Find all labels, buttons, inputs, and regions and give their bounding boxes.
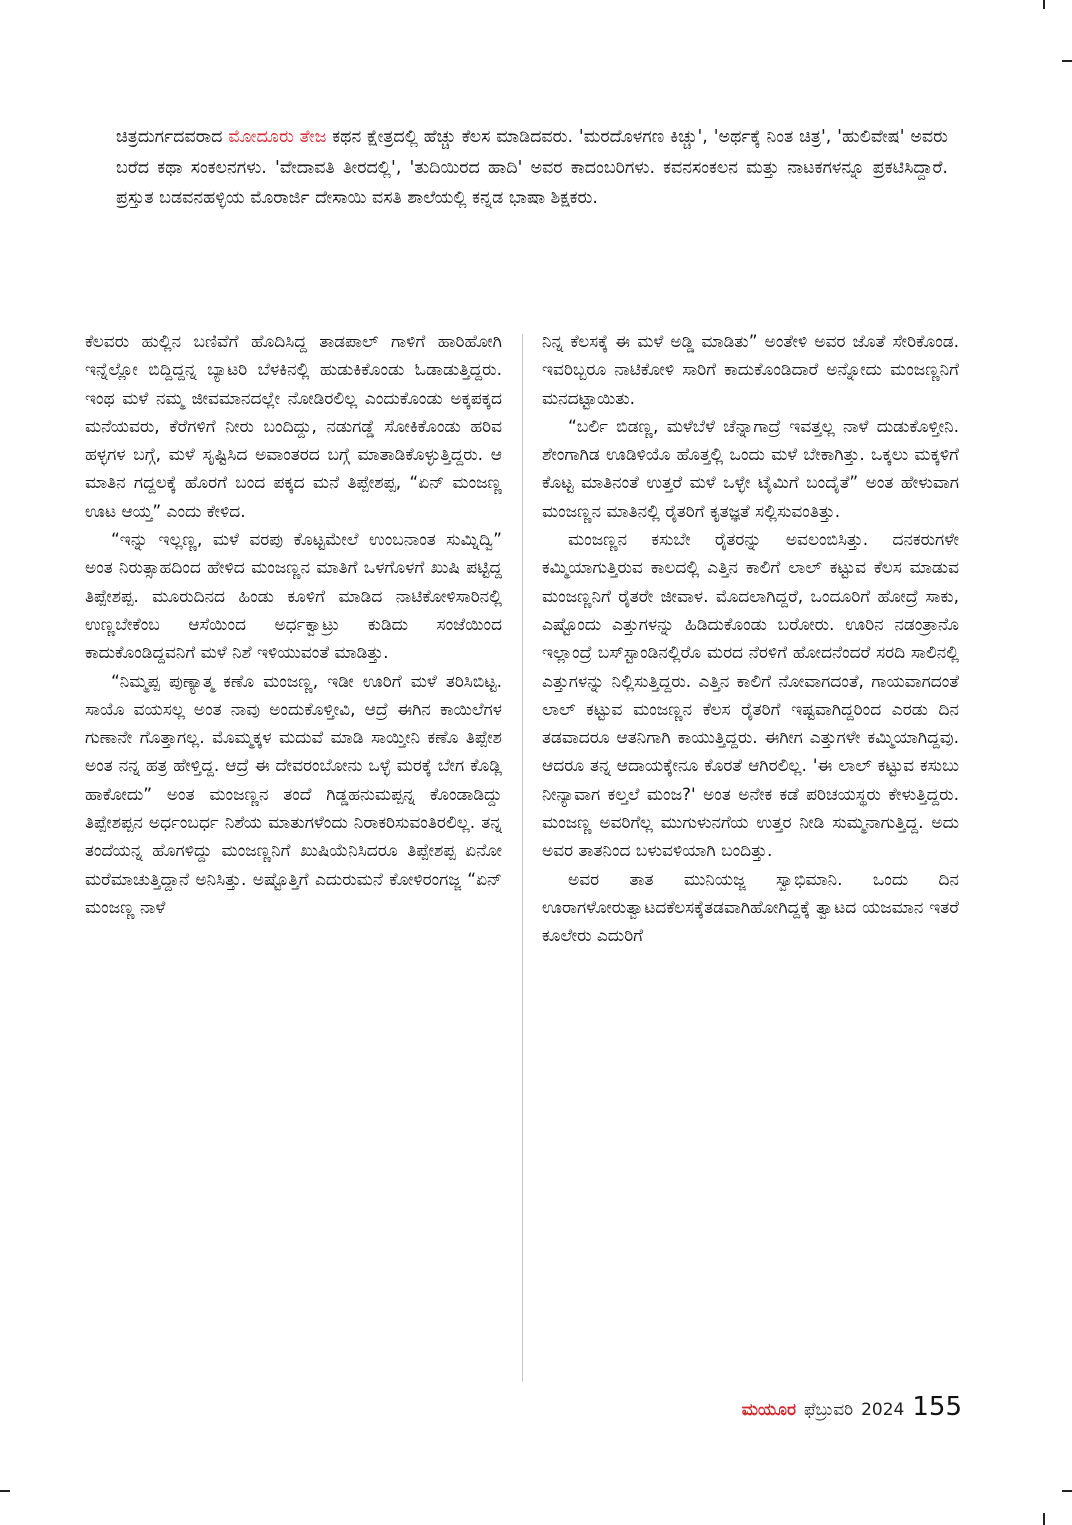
issue-month: ಫೆಬ್ರುವರಿ (803, 1400, 854, 1420)
story-column-left (85, 328, 502, 922)
paragraph: “ಇನ್ನು ಇಲ್ಲಣ್ಣ, ಮಳೆ ವರಪು ಕೊಟ್ಟಮೇಲೆ ಉಂಬನಾಂತ ಸುಮ್ನಿದ್ವಿ” ಅಂತ ನಿರುತ್ಸಾಹದಿಂದ ಹೇಳಿದ ಮಂಜಣ್ಣನ ಮಾತಿಗೆ ಒಳಗೊಳಗೆ ಖುಷಿ ಪಟ್ಟಿದ್ದ ತಿಪ್ಪೇಶಪ್ಪ. ಮೂರುದಿನದ ಹಿಂಡು ಕೂಳಿಗೆ ಮಾಡಿದ ನಾಟಿಕೋಳಿಸಾರಿನಲ್ಲಿ ಉಣ್ಣಬೇಕೆಂಬ ಆಸೆಯಿಂದ ಅರ್ಧಕ್ವಾಟ್ರು ಕುಡಿದು ಸಂಜೆಯಿಂದ ಕಾದುಕೊಂಡಿದ್ದವನಿಗೆ ಮಳೆ ನಿಶೆ ಇಳಿಯುವಂತೆ ಮಾಡಿತ್ತು. (85, 530, 502, 664)
crop-mark-left-bottom (0, 1490, 10, 1492)
paragraph: ಕೆಲವರು ಹುಲ್ಲಿನ ಬಣಿವೆಗೆ ಹೊದಿಸಿದ್ದ ತಾಡಪಾಲ್ ಗಾಳಿಗೆ ಹಾರಿಹೋಗಿ ಇನ್ನೆಲ್ಲೋ ಬಿದ್ದಿದ್ದನ್ನ ಬ್ಯಾಟರಿ ಬೆಳಕಿನಲ್ಲಿ ಹುಡುಕಿಕೊಂಡು ಓಡಾಡುತ್ತಿದ್ದರು. ಇಂಥ ಮಳೆ ನಮ್ಮ ಜೀವಮಾನದಲ್ಲೇ ನೋಡಿರಲಿಲ್ಲ ಎಂದುಕೊಂಡು ಅಕ್ಕಪಕ್ಕದ ಮನೆಯವರು, ಕೆರೆಗಳಿಗೆ ನೀರು ಬಂದಿದ್ದು, ನಡುಗಡ್ಡೆ ಸೋಕಿಕೊಂಡು ಹರಿವ ಹಳ್ಳಗಳ ಬಗ್ಗೆ, ಮಳೆ ಸೃಷ್ಟಿಸಿದ ಅವಾಂತರದ ಬಗ್ಗೆ ಮಾತಾಡಿಕೊಳ್ಳುತ್ತಿದ್ದರು. ಆ ಮಾತಿನ ಗದ್ದಲಕ್ಕೆ ಹೊರಗೆ ಬಂದ ಪಕ್ಕದ ಮನೆ ತಿಪ್ಪೇಶಪ್ಪ, “ಏನ್ ಮಂಜಣ್ಣ ಊಟ ಆಯ್ತ” ಎಂದು ಕೇಳಿದ. (85, 332, 502, 522)
paragraph: “ಬರ್ಲಿ ಬಿಡಣ್ಣ, ಮಳೆಬೆಳೆ ಚೆನ್ನಾಗಾದ್ರೆ ಇವತ್ತಲ್ಲ ನಾಳೆ ದುಡುಕೊಳ್ತೀನಿ. ಶೇಂಗಾಗಿಡ ಊಡಿಳಿಯೊ ಹೊತ್ತಲ್ಲಿ ಒಂದು ಮಳೆ ಬೇಕಾಗಿತ್ತು. ಒಕ್ಕಲು ಮಕ್ಕಳಿಗೆ ಕೊಟ್ಟ ಮಾತಿನಂತೆ ಉತ್ತರೆ ಮಳೆ ಒಳ್ಳೇ ಟೈಮಿಗೆ ಬಂದೈತೆ” ಅಂತ ಹೇಳುವಾಗ ಮಂಜಣ್ಣನ ಮಾತಿನಲ್ಲಿ ರೈತರಿಗೆ ಕೃತಜ್ಞತೆ ಸಲ್ಲಿಸುವಂತಿತ್ತು. (542, 416, 959, 522)
author-name: ಮೋದೂರು ತೇಜ (228, 127, 327, 147)
issue-year: 2024 (861, 1400, 905, 1420)
column-divider (522, 334, 523, 1382)
crop-mark-right-bottom (1062, 1490, 1072, 1492)
crop-mark-bottom (1043, 1513, 1045, 1525)
story-column-right (542, 328, 959, 951)
magazine-logo: ಮಯೂರ (741, 1400, 796, 1420)
author-bio (116, 122, 948, 214)
author-bio-text-rest: ಕಥನ ಕ್ಷೇತ್ರದಲ್ಲಿ ಹೆಚ್ಚು ಕೆಲಸ ಮಾಡಿದವರು. 'ಮರದೊಳಗಣ ಕಿಚ್ಚು', 'ಅರ್ಥಕ್ಕೆ ನಿಂತ ಚಿತ್ರ', 'ಹುಲಿವೇಷ' ಅವರು ಬರೆದ ಕಥಾ ಸಂಕಲನಗಳು. 'ವೇದಾವತಿ ತೀರದಲ್ಲಿ', 'ತುದಿಯಿರದ ಹಾದಿ' ಅವರ ಕಾದಂಬರಿಗಳು. ಕವನಸಂಕಲನ ಮತ್ತು ನಾಟಕಗಳನ್ನೂ ಪ್ರಕಟಿಸಿದ್ದಾರೆ. ಪ್ರಸ್ತುತ ಬಡವನಹಳ್ಳಿಯ ಮೊರಾರ್ಜಿ ದೇಸಾಯಿ ವಸತಿ ಶಾಲೆಯಲ್ಲಿ ಕನ್ನಡ ಭಾಷಾ ಶಿಕ್ಷಕರು. (116, 127, 948, 208)
author-bio-text-start: ಚಿತ್ರದುರ್ಗದವರಾದ (116, 127, 229, 147)
crop-mark-top (1043, 0, 1045, 9)
page-footer (742, 1392, 962, 1422)
paragraph: “ನಿಮ್ಮಪ್ಪ ಪುಣ್ಯಾತ್ಮ ಕಣೊ ಮಂಜಣ್ಣ, ಇಡೀ ಊರಿಗೆ ಮಳೆ ತರಿಸಿಬಿಟ್ಟ. ಸಾಯೊ ವಯಸಲ್ಲ ಅಂತ ನಾವು ಅಂದುಕೊಳ್ತೀವಿ, ಆದ್ರೆ ಈಗಿನ ಕಾಯಿಲೆಗಳ ಗುಣಾನೇ ಗೊತ್ತಾಗಲ್ಲ. ಮೊಮ್ಮಕ್ಕಳ ಮದುವೆ ಮಾಡಿ ಸಾಯ್ತೀನಿ ಕಣೊ ತಿಪ್ಪೇಶ ಅಂತ ನನ್ನ ಹತ್ರ ಹೇಳ್ತಿದ್ದ. ಆದ್ರೆ ಈ ದೇವರಂಬೋನು ಒಳ್ಳೆ ಮರಕ್ಕೆ ಬೇಗ ಕೊಡ್ಲಿ ಹಾಕೋದು” ಅಂತ ಮಂಜಣ್ಣನ ತಂದೆ ಗಿಡ್ಡಹನುಮಪ್ಪನ್ನ ಕೊಂಡಾಡಿದ್ದು ತಿಪ್ಪೇಶಪ್ಪನ ಅರ್ಧಂಬರ್ಧ ನಿಶೆಯ ಮಾತುಗಳೆಂದು ನಿರಾಕರಿಸುವಂತಿರಲಿಲ್ಲ. ತನ್ನ ತಂದೆಯನ್ನ ಹೊಗಳಿದ್ದು ಮಂಜಣ್ಣನಿಗೆ ಖುಷಿಯೆನಿಸಿದರೂ ತಿಪ್ಪೇಶಪ್ಪ ಏನೋ ಮರೆಮಾಚುತ್ತಿದ್ದಾನೆ ಅನಿಸಿತ್ತು. ಅಷ್ಟೊತ್ತಿಗೆ ಎದುರುಮನೆ ಕೋಳಿರಂಗಜ್ಜ “ಏನ್ ಮಂಜಣ್ಣ ನಾಳೆ (85, 671, 502, 918)
paragraph: ನಿನ್ನ ಕೆಲಸಕ್ಕೆ ಈ ಮಳೆ ಅಡ್ಡಿ ಮಾಡಿತು” ಅಂತೇಳಿ ಅವರ ಜೊತೆ ಸೇರಿಕೊಂಡ. ಇವರಿಬ್ಬರೂ ನಾಟಿಕೋಳಿ ಸಾರಿಗೆ ಕಾದುಕೊಂಡಿದಾರೆ ಅನ್ನೋದು ಮಂಜಣ್ಣನಿಗೆ ಮನದಟ್ಟಾಯಿತು. (542, 332, 959, 409)
crop-mark-right (1062, 60, 1072, 62)
paragraph: ಮಂಜಣ್ಣನ ಕಸುಬೇ ರೈತರನ್ನು ಅವಲಂಬಿಸಿತ್ತು. ದನಕರುಗಳೇ ಕಮ್ಮಿಯಾಗುತ್ತಿರುವ ಕಾಲದಲ್ಲಿ ಎತ್ತಿನ ಕಾಲಿಗೆ ಲಾಲ್ ಕಟ್ಟುವ ಕೆಲಸ ಮಾಡುವ ಮಂಜಣ್ಣನಿಗೆ ರೈತರೇ ಜೀವಾಳ. ಮೊದಲಾಗಿದ್ದರೆ, ಒಂದೂರಿಗೆ ಹೋದ್ರೆ ಸಾಕು, ಎಷ್ಟೊಂದು ಎತ್ತುಗಳನ್ನು ಹಿಡಿದುಕೊಂಡು ಬರೋರು. ಊರಿನ ನಡಂತ್ರಾನೊ ಇಲ್ಲಾಂದ್ರೆ ಬಸ್‌ಸ್ಟಾಂಡಿನಲ್ಲಿರೊ ಮರದ ನೆರಳಿಗೆ ಹೋದನೆಂದರೆ ಸರದಿ ಸಾಲಿನಲ್ಲಿ ಎತ್ತುಗಳನ್ನು ನಿಲ್ಲಿಸುತ್ತಿದ್ದರು. ಎತ್ತಿನ ಕಾಲಿಗೆ ನೋವಾಗದಂತೆ, ಗಾಯವಾಗದಂತೆ ಲಾಲ್ ಕಟ್ಟುವ ಮಂಜಣ್ಣನ ಕೆಲಸ ರೈತರಿಗೆ ಇಷ್ಟವಾಗಿದ್ದರಿಂದ ಎರಡು ದಿನ ತಡವಾದರೂ ಆತನಿಗಾಗಿ ಕಾಯುತ್ತಿದ್ದರು. ಈಗೀಗ ಎತ್ತುಗಳೇ ಕಮ್ಮಿಯಾಗಿದ್ದವು. ಆದರೂ ತನ್ನ ಆದಾಯಕ್ಕೇನೂ ಕೊರತೆ ಆಗಿರಲಿಲ್ಲ. 'ಈ ಲಾಲ್ ಕಟ್ಟುವ ಕಸುಬು ನೀನ್ಯಾವಾಗ ಕಲ್ತಲೆ ಮಂಜ?' ಅಂತ ಅನೇಕ ಕಡೆ ಪರಿಚಯಸ್ಥರು ಕೇಳುತ್ತಿದ್ದರು. ಮಂಜಣ್ಣ ಅವರಿಗೆಲ್ಲ ಮುಗುಳುನಗೆಯ ಉತ್ತರ ನೀಡಿ ಸುಮ್ಮನಾಗುತ್ತಿದ್ದ. ಅದು ಅವರ ತಾತನಿಂದ ಬಳುವಳಿಯಾಗಿ ಬಂದಿತ್ತು. (542, 530, 959, 862)
page-number: 155 (912, 1392, 962, 1422)
paragraph: ಅವರ ತಾತ ಮುನಿಯಜ್ಜ ಸ್ವಾಭಿಮಾನಿ. ಒಂದು ದಿನ ಊರಾಗಳೋರುತ್ವಾಟದಕೆಲಸಕ್ಕೆತಡವಾಗಿಹೋಗಿದ್ದಕ್ಕೆ ತ್ವಾಟದ ಯಜಮಾನ ಇತರೆ ಕೂಲೇರು ಎದುರಿಗೆ (542, 869, 959, 947)
